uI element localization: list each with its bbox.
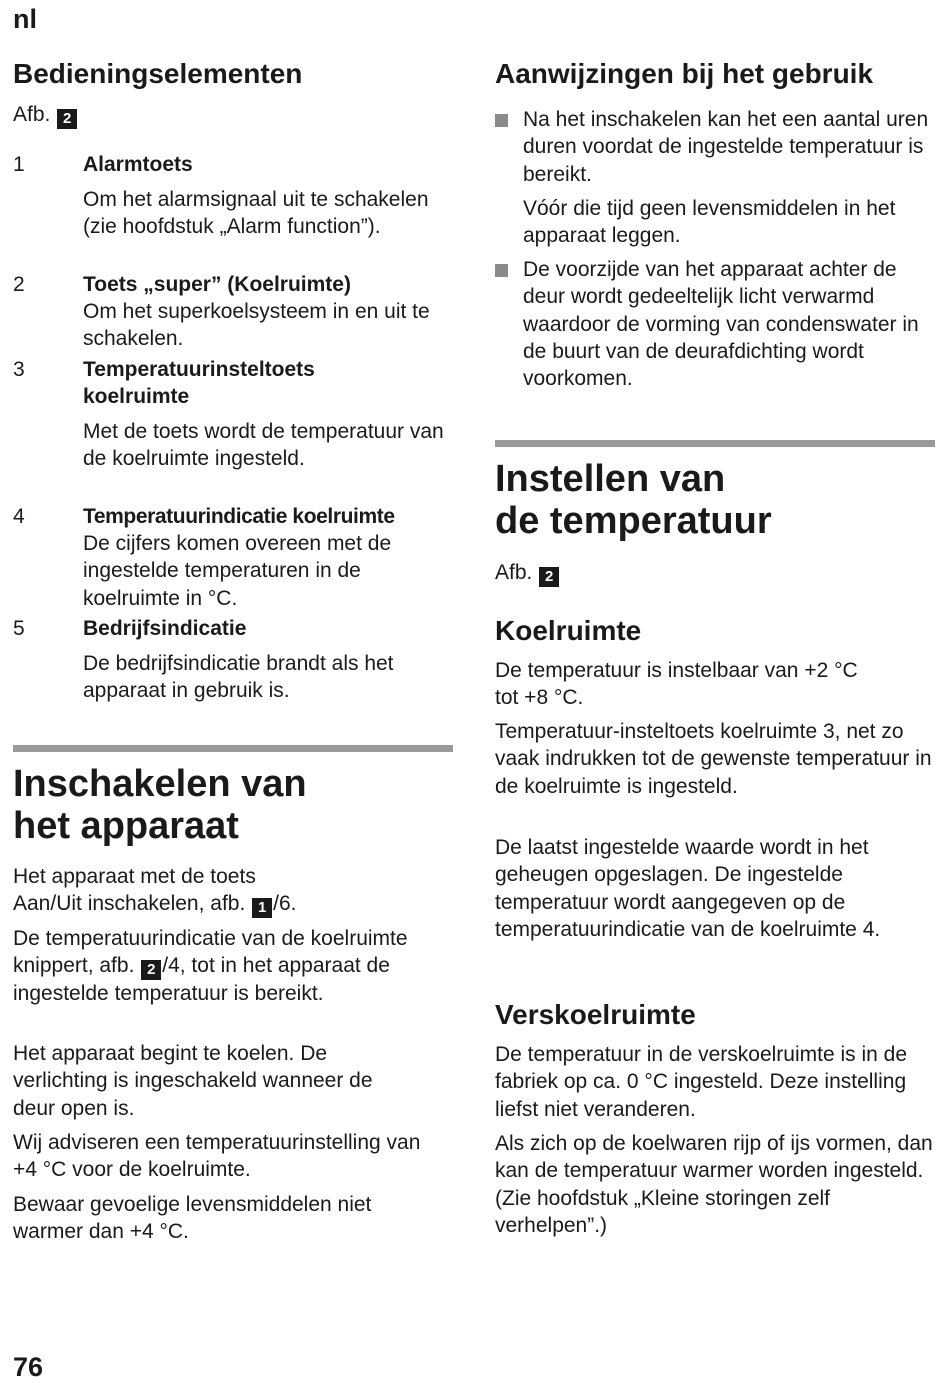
fresh-paragraph-1: De temperatuur in de verskoelruimte is in de fabriek op ca. 0 °C ingesteld. Deze instelling liefst niet veranderen. <box>495 1043 908 1121</box>
text: Het apparaat met de toets Aan/Uit inschakelen, afb. <box>13 865 256 916</box>
cooling-paragraph-2: Temperatuur-insteltoets koelruimte 3, net zo vaak indrukken tot de gewenste temperatuur in de koelruimte is ingesteld. <box>495 720 932 798</box>
afb-label: Afb. <box>13 103 51 126</box>
item-text: De cijfers komen overeen met de ingestelde temperaturen in de koelruimte in °C. <box>83 532 392 610</box>
item-title-super: Toets „super” (Koelruimte) <box>83 273 351 296</box>
item-number: 1 <box>13 153 25 176</box>
switch-paragraph-5: Bewaar gevoelige levensmiddelen niet warmer dan +4 °C. <box>13 1193 372 1244</box>
switch-paragraph-3: Het apparaat begint te koelen. De verlichting is ingeschakeld wanneer de deur open is. <box>13 1042 373 1120</box>
item-text: Om het superkoelsysteem in en uit te schakelen. <box>83 300 430 351</box>
item-title-temp-indicator: Temperatuurindicatie koelruimte <box>83 505 395 528</box>
figure-number-badge: 1 <box>252 898 272 918</box>
text: De temperatuurindicatie van de koelruimte knippert, afb. <box>13 927 408 978</box>
text: /4, tot in het apparaat de ingestelde temperatuur is bereikt. <box>13 954 390 1006</box>
page-number: 76 <box>13 1352 44 1382</box>
section-rule <box>495 440 935 447</box>
fresh-compartment-heading: Verskoelruimte <box>495 999 696 1030</box>
usage-heading: Aanwijzingen bij het gebruik <box>495 58 874 89</box>
heading-line: de temperatuur <box>495 500 772 542</box>
item-number: 4 <box>13 505 25 528</box>
afb-label: Afb. <box>495 561 533 584</box>
usage-bullet-1: Na het inschakelen kan het een aantal uren duren voordat de ingestelde temperatuur is bereikt. <box>523 108 929 186</box>
switch-paragraph-4: Wij adviseren een temperatuurinstelling van +4 °C voor de koelruimte. <box>13 1131 421 1182</box>
cooling-compartment-heading: Koelruimte <box>495 615 642 646</box>
item-title-operation: Bedrijfsindicatie <box>83 617 247 640</box>
switch-on-heading <box>13 763 307 847</box>
cooling-paragraph-1: De temperatuur is instelbaar van +2 °C tot +8 °C. <box>495 659 858 710</box>
usage-bullet-2: De voorzijde van het apparaat achter de deur wordt gedeeltelijk licht verwarmd waardoor de vorming van condenswater in de buurt van de deurafdichting wordt voorkomen. <box>523 258 919 391</box>
figure-number-badge: 2 <box>141 960 161 980</box>
item-text: Met de toets wordt de temperatuur van de koelruimte ingesteld. <box>83 420 444 471</box>
heading-line: het apparaat <box>13 805 239 847</box>
item-title-temp-setting: Temperatuurinsteltoets koelruimte <box>83 358 315 409</box>
language-code: nl <box>13 4 37 34</box>
section-rule <box>13 745 453 752</box>
heading-line: Instellen van <box>495 458 726 500</box>
item-text: De bedrijfsindicatie brandt als het apparaat in gebruik is. <box>83 652 394 703</box>
temperature-heading <box>495 458 772 542</box>
switch-paragraph-1 <box>13 863 313 918</box>
bullet-square-icon <box>495 264 508 277</box>
bullet-square-icon <box>495 114 508 127</box>
figure-number-badge: 2 <box>539 567 559 587</box>
item-number: 5 <box>13 617 25 640</box>
usage-bullet-1-extra: Vóór die tijd geen levensmiddelen in het apparaat leggen. <box>523 197 896 248</box>
cooling-paragraph-3: De laatst ingestelde waarde wordt in het geheugen opgeslagen. De ingestelde temperatuur wordt aangegeven op de temperatuurindicatie van de koelruimte 4. <box>495 836 881 941</box>
item-title-alarm: Alarmtoets <box>83 153 193 176</box>
item-number: 3 <box>13 358 25 381</box>
switch-paragraph-2 <box>13 925 413 1008</box>
controls-figure-ref <box>13 101 78 129</box>
temperature-figure-ref <box>495 559 560 587</box>
text: /6. <box>273 892 297 916</box>
item-text: Om het alarmsignaal uit te schakelen (zie hoofdstuk „Alarm function”). <box>83 188 429 239</box>
heading-line: Inschakelen van <box>13 763 307 805</box>
fresh-paragraph-2: Als zich op de koelwaren rijp of ijs vormen, dan kan de temperatuur warmer worden ingesteld. (Zie hoofdstuk „Kleine storingen zelf verhelpen”.) <box>495 1132 933 1237</box>
controls-heading: Bedieningselementen <box>13 58 303 89</box>
item-number: 2 <box>13 273 25 296</box>
figure-number-badge: 2 <box>57 109 77 129</box>
